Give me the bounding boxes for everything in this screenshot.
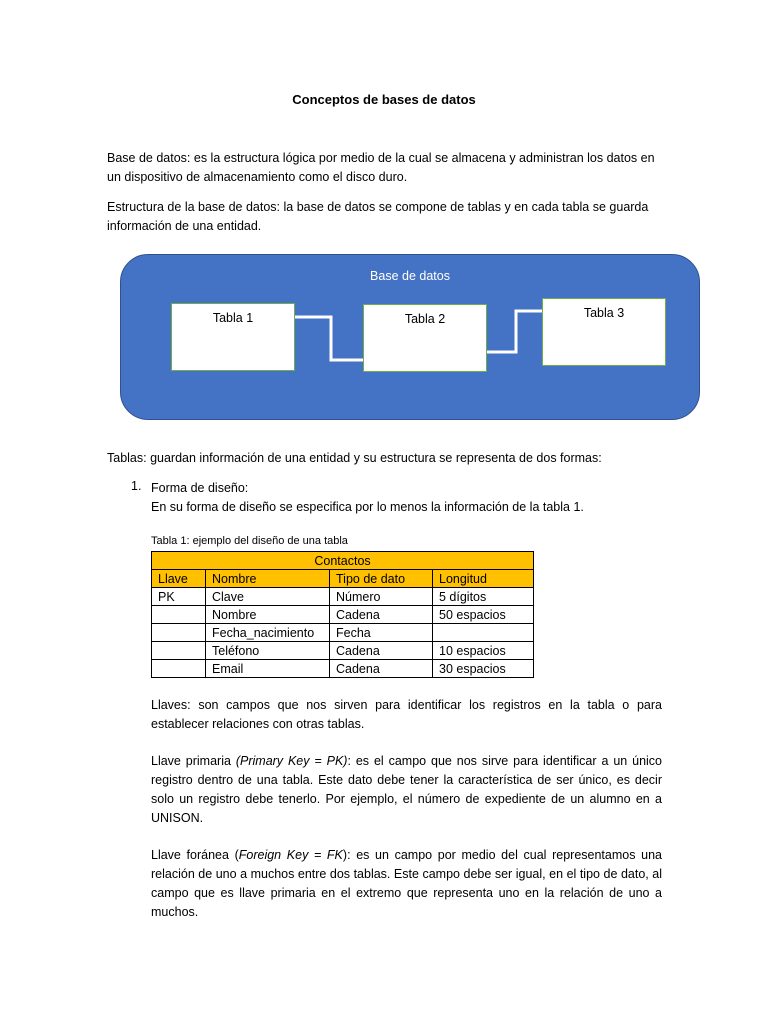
column-header: Llave (152, 570, 206, 588)
connector-tabla2-tabla3 (487, 311, 542, 352)
list-number: 1. (131, 479, 142, 493)
table-cell: Clave (206, 588, 330, 606)
node-label: Tabla 3 (583, 306, 625, 320)
table-cell: 10 espacios (433, 642, 534, 660)
table-caption: Tabla 1: ejemplo del diseño de una tabla (151, 535, 348, 547)
table-cell: 50 espacios (433, 606, 534, 624)
table-title: Contactos (152, 552, 534, 570)
table-cell: 5 dígitos (433, 588, 534, 606)
llave-primaria-text: : es el campo que nos sirve para identificar a un único registro dentro de una tabla. Este dato debe tener la característica de ser único, es decir solo un registro debe tenerlo. Por ejemplo, el número de expediente de un alumno en a UNISON. (151, 754, 663, 825)
node-label: Tabla 2 (404, 312, 446, 326)
table-row (152, 588, 534, 606)
column-header: Nombre (206, 570, 330, 588)
table-cell (433, 624, 534, 642)
llave-foranea-paren: Foreign Key = FK (238, 848, 343, 862)
table-cell (152, 642, 206, 660)
column-header: Tipo de dato (330, 570, 433, 588)
table-cell: 30 espacios (433, 660, 534, 678)
table-cell (152, 606, 206, 624)
database-label: Base de datos (370, 269, 450, 283)
diagram-node-tabla-3 (542, 298, 666, 366)
table-cell: Fecha_nacimiento (206, 624, 330, 642)
llaves-paragraph: Llaves: son campos que nos sirven para identificar los registros en la tabla o para establecer relaciones con otras tablas. (151, 698, 662, 731)
node-label: Tabla 1 (212, 311, 254, 325)
page-title: Conceptos de bases de datos (292, 92, 476, 107)
table-header-row (152, 570, 534, 588)
diagram-node-tabla-1 (171, 303, 295, 371)
connector-tabla1-tabla2 (295, 317, 363, 360)
table-cell (152, 660, 206, 678)
list-heading: Forma de diseño: (151, 481, 249, 495)
llave-foranea-text: ): es un campo por medio del cual representamos una relación de uno a muchos entre dos tablas. Este campo debe ser igual, en el tipo de dato, al campo que es llave primaria en el extremo que representa uno en la relación de uno a muchos. (151, 848, 662, 919)
table-cell: Cadena (330, 606, 433, 624)
table-cell: Cadena (330, 660, 433, 678)
table-cell: Cadena (330, 642, 433, 660)
llave-foranea-term: Llave foránea ( (151, 848, 239, 862)
contactos-table (151, 551, 534, 678)
table-cell: PK (152, 588, 206, 606)
diagram-node-tabla-2 (363, 304, 487, 372)
llave-foranea-paragraph (151, 846, 662, 922)
list-text: En su forma de diseño se especifica por lo menos la información de la tabla 1. (151, 500, 584, 514)
table-cell: Número (330, 588, 433, 606)
table-row (152, 624, 534, 642)
table-row (152, 642, 534, 660)
table-cell: Email (206, 660, 330, 678)
table-row (152, 660, 534, 678)
table-cell: Teléfono (206, 642, 330, 660)
llave-primaria-term: Llave primaria (151, 754, 236, 768)
table-cell: Nombre (206, 606, 330, 624)
list-item (151, 479, 671, 517)
llave-primaria-paren: (Primary Key = PK) (235, 754, 348, 768)
table-row (152, 606, 534, 624)
table-cell: Fecha (330, 624, 433, 642)
table-cell (152, 624, 206, 642)
column-header: Longitud (433, 570, 534, 588)
llave-primaria-paragraph (151, 752, 662, 828)
definition-estructura: Estructura de la base de datos: la base de datos se compone de tablas y en cada tabla se guarda información de una entidad. (107, 200, 649, 233)
table-title-row (152, 552, 534, 570)
definition-base-de-datos: Base de datos: es la estructura lógica por medio de la cual se almacena y administran los datos en un dispositivo de almacenamiento como el disco duro. (107, 151, 655, 184)
tablas-intro: Tablas: guardan información de una entidad y su estructura se representa de dos formas: (107, 451, 602, 465)
